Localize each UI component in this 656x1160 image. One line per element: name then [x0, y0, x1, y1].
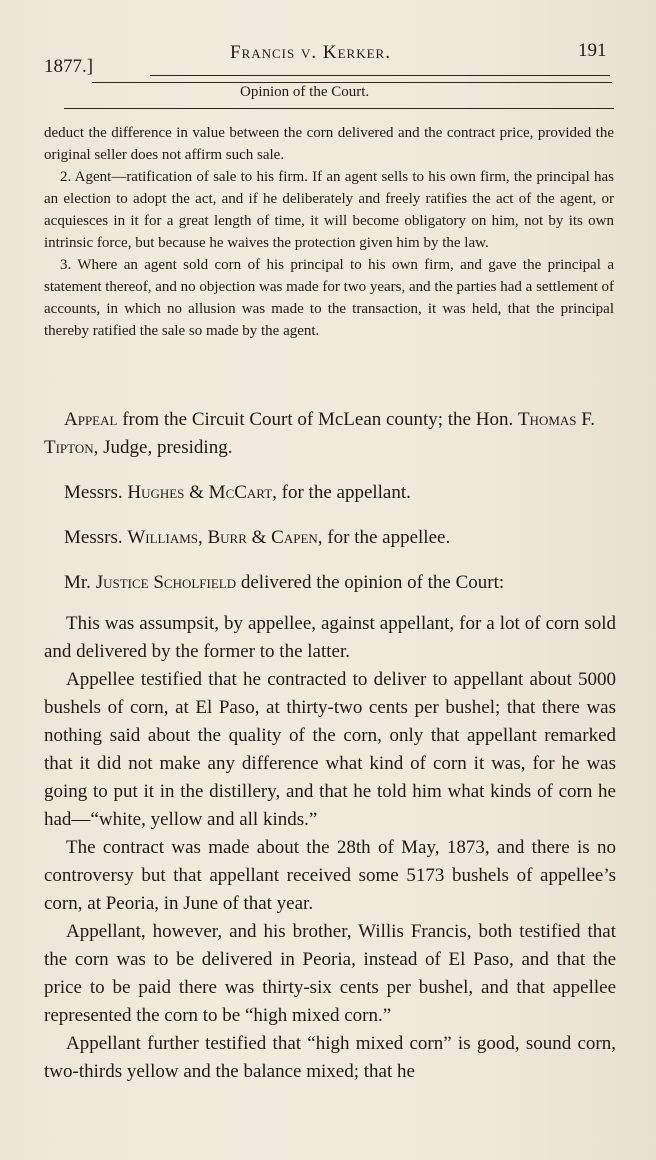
delivered-suffix: delivered the opinion of the Court:: [236, 572, 505, 593]
appeal-lead: Appeal: [64, 409, 118, 430]
counsel-appellee: [64, 524, 614, 552]
case-opening: [44, 406, 614, 614]
section-rule: [64, 108, 614, 109]
opinion-paragraph: Appellant further testified that “high mixed corn” is good, sound corn, two-thirds yellow and the balance mixed; that he: [44, 1033, 616, 1082]
section-heading: Opinion of the Court.: [240, 84, 370, 100]
counsel-names: Williams, Burr & Capen: [127, 527, 318, 548]
opinion-body: [44, 610, 616, 1086]
header-rule-secondary: [92, 82, 612, 83]
counsel-suffix: , for the appellant.: [272, 482, 411, 503]
headnote-continuation: deduct the difference in value between the corn delivered and the contract price, provided the original seller does not affirm such sale.: [44, 125, 614, 163]
running-title: Francis v. Kerker.: [230, 42, 391, 63]
year-heading: 1877.]: [44, 56, 94, 77]
counsel-prefix: Messrs.: [64, 482, 128, 503]
justice-name: Justice Scholfield: [95, 572, 237, 593]
appeal-line: [44, 406, 614, 462]
opinion-paragraph: The contract was made about the 28th of May, 1873, and there is no controversy but that appellant received some 5173 bushels of appellee’s corn, at Peoria, in June of that year.: [44, 837, 616, 914]
headnotes: [44, 122, 614, 342]
opinion-paragraph: This was assumpsit, by appellee, against appellant, for a lot of corn sold and delivered by the former to the latter.: [44, 613, 616, 662]
counsel-appellant: [64, 479, 614, 507]
opinion-paragraph: Appellee testified that he contracted to deliver to appellant about 5000 bushels of corn, at El Paso, at thirty-two cents per bushel; that there was nothing said about the quality of the corn, only that appellant remarked that it did not make any difference what kind of corn it was, for he was going to put it in the distillery, and that he told him what kinds of corn he had—“white, yellow and all kinds.”: [44, 669, 616, 830]
headnote-3: 3. Where an agent sold corn of his principal to his own firm, and gave the principal a statement thereof, and no objection was made for two years, and the parties had a settlement of accounts, in which no allusion was made to the transaction, it was held, that the principal thereby ratified the sale so made by the agent.: [44, 257, 614, 339]
appeal-suffix: , Judge, presiding.: [93, 437, 233, 458]
opinion-paragraph: Appellant, however, and his brother, Willis Francis, both testified that the corn was to be delivered in Peoria, instead of El Paso, and that the price to be paid there was thirty-six cents per bushel, and that appellee represented the corn to be “high mixed corn.”: [44, 921, 616, 1026]
delivered-prefix: Mr.: [64, 572, 96, 593]
delivered-line: [64, 569, 614, 597]
appeal-rest: from the Circuit Court of McLean county; the Hon.: [117, 409, 518, 430]
counsel-names: Hughes & McCart: [127, 482, 273, 503]
counsel-prefix: Messrs.: [64, 527, 128, 548]
judge-name: Thomas F. Tipton: [44, 409, 596, 458]
counsel-suffix: , for the appellee.: [317, 527, 451, 548]
page-number: 191: [578, 40, 607, 61]
headnote-2: 2. Agent—ratification of sale to his firm. If an agent sells to his own firm, the principal has an election to adopt the act, and if he deliberately and freely ratifies the act of the agent, or acquiesces in it for a great length of time, it will become obligatory on him, not by its own intrinsic force, but because he waives the protection given him by the law.: [44, 169, 614, 251]
header-rule: [150, 75, 610, 76]
